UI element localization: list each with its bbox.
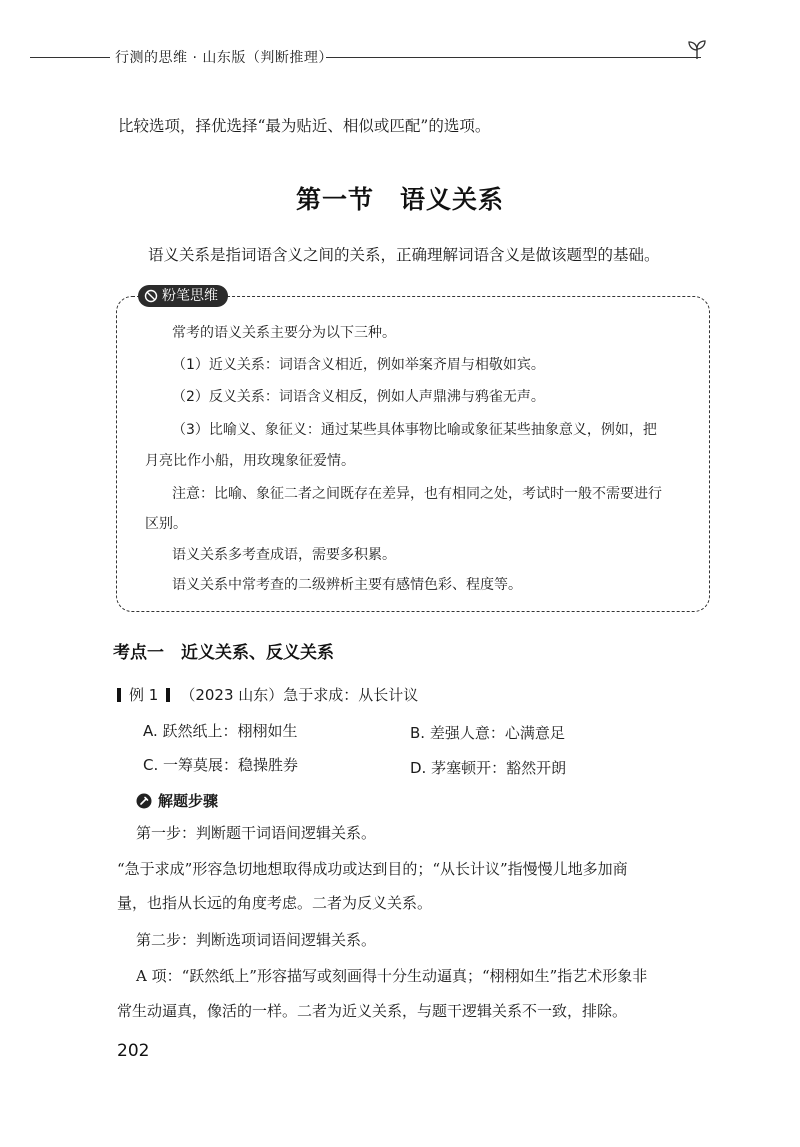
- box-line: 语义关系中常考查的二级辨析主要有感情色彩、程度等。: [172, 577, 522, 593]
- sprout-icon: [686, 38, 708, 60]
- question-label: 例 1: [129, 686, 159, 704]
- no-sign-icon: [144, 289, 158, 303]
- body-line: 量，也指从长远的角度考虑。二者为反义关系。: [117, 894, 433, 912]
- box-line: 语义关系多考查成语，需要多积累。: [172, 547, 396, 563]
- body-line: “急于求成”形容急切地想取得成功或达到目的；“从长计议”指慢慢儿地多加商: [117, 860, 628, 878]
- question-stem: [117, 684, 418, 705]
- section-intro: 语义关系是指词语含义之间的关系，正确理解词语含义是做该题型的基础。: [148, 246, 660, 264]
- box-line: （3）比喻义、象征义：通过某些具体事物比喻或象征某些抽象意义，例如，把: [172, 422, 657, 438]
- option-a: A. 跃然纸上：栩栩如生: [143, 722, 298, 740]
- section-title: 第一节 语义关系: [295, 185, 504, 214]
- box-line: 区别。: [145, 516, 187, 532]
- box-line: 常考的语义关系主要分为以下三种。: [172, 325, 396, 341]
- box-line: 月亮比作小船，用玫瑰象征爱情。: [145, 453, 355, 469]
- tip-badge: [138, 285, 228, 307]
- steps-label: 解题步骤: [158, 792, 219, 810]
- topic-heading: 考点一 近义关系、反义关系: [113, 643, 334, 663]
- box-line: （1）近义关系：词语含义相近，例如举案齐眉与相敬如宾。: [172, 357, 545, 373]
- running-header: 行测的思维 · 山东版（判断推理）: [115, 50, 333, 66]
- tip-badge-label: 粉笔思维: [162, 288, 218, 304]
- body-line: 常生动逼真，像活的一样。二者为近义关系，与题干逻辑关系不一致，排除。: [117, 1002, 628, 1020]
- bar-marker: [117, 688, 121, 702]
- question-text: （2023 山东）急于求成：从长计议: [180, 686, 419, 704]
- header-rule-left: [30, 57, 110, 58]
- intro-text: 比较选项，择优选择“最为贴近、相似或匹配”的选项。: [118, 117, 491, 135]
- page-number: 202: [117, 1041, 150, 1061]
- body-line: A 项：“跃然纸上”形容描写或刻画得十分生动逼真；“栩栩如生”指艺术形象非: [136, 967, 648, 985]
- tool-icon: [136, 793, 152, 809]
- bar-marker: [166, 688, 170, 702]
- option-d: D. 茅塞顿开：豁然开朗: [410, 759, 567, 777]
- option-c: C. 一筹莫展：稳操胜券: [143, 756, 299, 774]
- body-line: 第一步：判断题干词语间逻辑关系。: [136, 824, 377, 842]
- body-line: 第二步：判断选项词语间逻辑关系。: [136, 931, 377, 949]
- box-line: 注意：比喻、象征二者之间既存在差异，也有相同之处，考试时一般不需要进行: [172, 486, 662, 502]
- box-line: （2）反义关系：词语含义相反，例如人声鼎沸与鸦雀无声。: [172, 389, 545, 405]
- option-b: B. 差强人意：心满意足: [410, 724, 565, 742]
- header-rule-right: [326, 57, 701, 58]
- solution-steps-heading: [136, 790, 218, 811]
